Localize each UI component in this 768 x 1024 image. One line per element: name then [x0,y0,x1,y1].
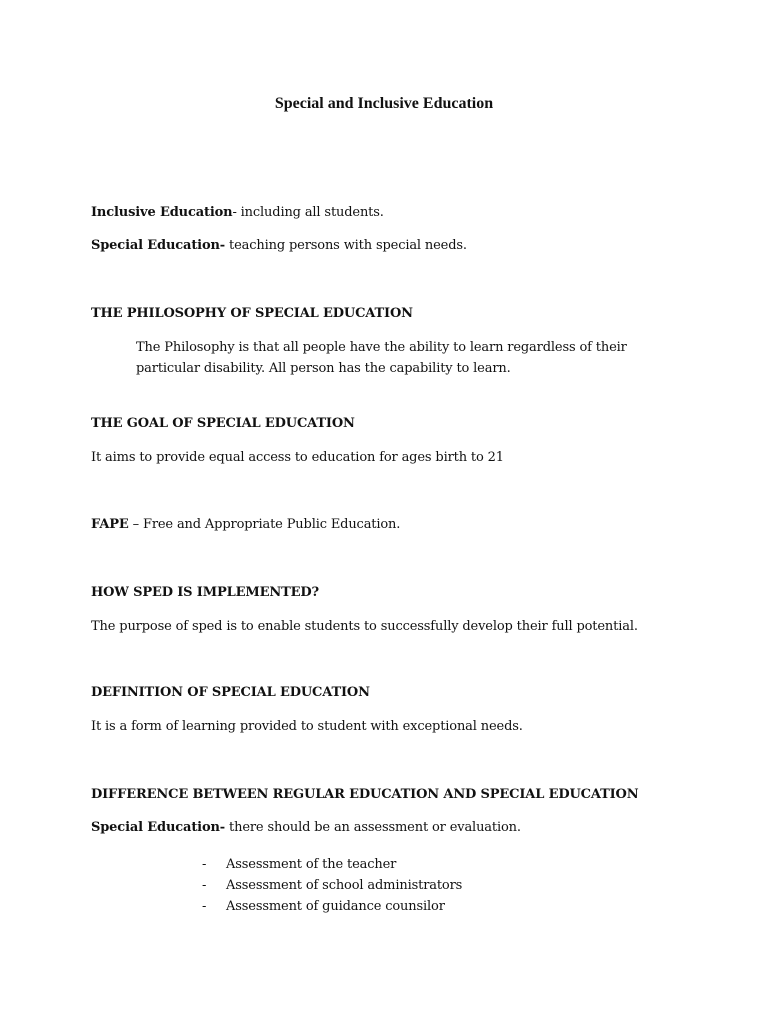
dash-bullet: - [202,899,207,914]
list-item [202,875,462,896]
special-education-definition [91,238,467,254]
goal-heading: THE GOAL OF SPECIAL EDUCATION [91,416,355,431]
document-title: Special and Inclusive Education [274,95,494,112]
inclusive-education-text: - including all students. [232,205,384,220]
inclusive-education-definition [91,205,384,221]
list-item-text: Assessment of the teacher [226,857,397,872]
assessment-list [202,854,462,917]
dash-bullet: - [202,878,207,893]
list-item [202,854,462,875]
philosophy-text-line-1: The Philosophy is that all people have the ability to learn regardless of their [136,340,627,355]
fape-text: – Free and Appropriate Public Education. [128,517,401,532]
definition-text: It is a form of learning provided to student with exceptional needs. [91,719,523,734]
list-item-text: Assessment of school administrators [226,878,463,893]
difference-special-education-text: there should be an assessment or evaluation. [225,820,521,835]
dash-bullet: - [202,857,207,872]
difference-heading: DIFFERENCE BETWEEN REGULAR EDUCATION AND SPECIAL EDUCATION [91,787,639,802]
list-item [202,896,462,917]
implemented-heading: HOW SPED IS IMPLEMENTED? [91,585,319,600]
fape-term: FAPE [91,517,129,532]
philosophy-heading: THE PHILOSOPHY OF SPECIAL EDUCATION [91,306,413,321]
definition-heading: DEFINITION OF SPECIAL EDUCATION [91,685,370,700]
implemented-text: The purpose of sped is to enable students to successfully develop their full potential. [91,619,638,634]
difference-special-education-term: Special Education- [91,820,226,835]
list-item-text: Assessment of guidance counsilor [226,899,445,914]
inclusive-education-term: Inclusive Education [91,205,233,220]
goal-text: It aims to provide equal access to education for ages birth to 21 [91,450,504,465]
fape-definition [91,517,400,533]
philosophy-text-line-2: particular disability. All person has the capability to learn. [136,361,511,376]
special-education-text: teaching persons with special needs. [225,238,467,253]
difference-special-education [91,820,521,836]
special-education-term: Special Education- [91,238,226,253]
